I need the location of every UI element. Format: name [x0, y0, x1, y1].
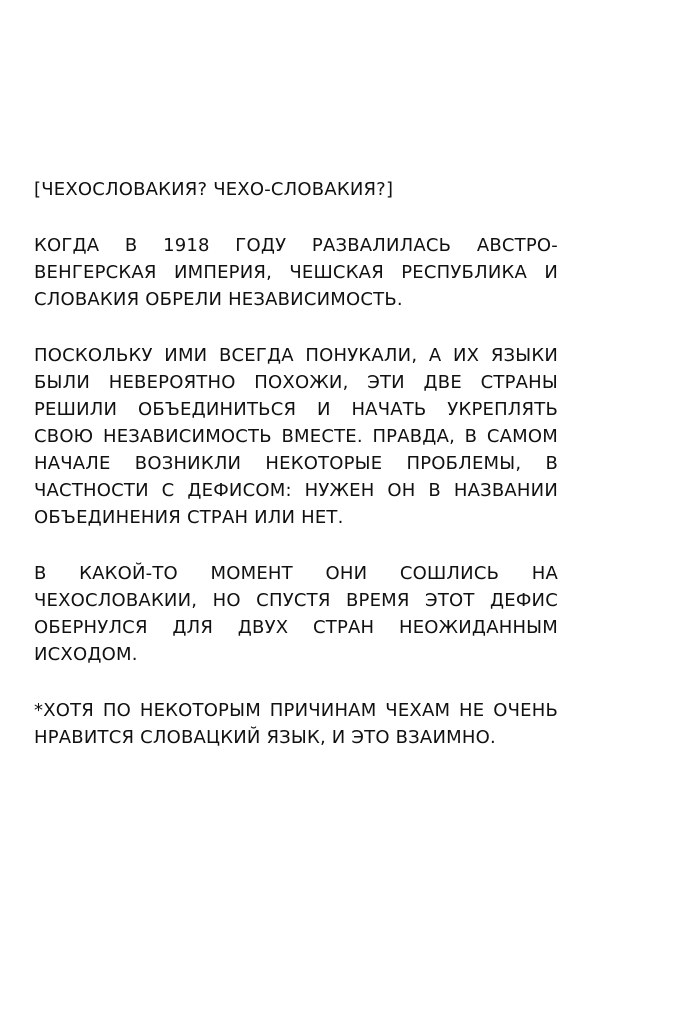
paragraph-footnote: *ХОТЯ ПО НЕКОТОРЫМ ПРИЧИНАМ ЧЕХАМ НЕ ОЧЕНЬ НРАВИТСЯ СЛОВАЦКИЙ ЯЗЫК, И ЭТО ВЗАИМНО. — [34, 700, 558, 748]
paragraph-unification: ПОСКОЛЬКУ ИМИ ВСЕГДА ПОНУКАЛИ, А ИХ ЯЗЫКИ БЫЛИ НЕВЕРОЯТНО ПОХОЖИ, ЭТИ ДВЕ СТРАНЫ РЕШИЛИ ОБЪЕДИНИТЬСЯ И НАЧАТЬ УКРЕПЛЯТЬ СВОЮ НЕЗАВИСИМОСТЬ ВМЕСТЕ. ПРАВДА, В САМОМ НАЧАЛЕ ВОЗНИКЛИ НЕКОТОРЫЕ ПРОБЛЕМЫ, В ЧАСТНОСТИ С ДЕФИСОМ: НУЖЕН ОН В НАЗВАНИИ ОБЪЕДИНЕНИЯ СТРАН ИЛИ НЕТ. — [34, 345, 558, 528]
paragraph-independence: КОГДА В 1918 ГОДУ РАЗВАЛИЛАСЬ АВСТРО-ВЕНГЕРСКАЯ ИМПЕРИЯ, ЧЕШСКАЯ РЕСПУБЛИКА И СЛОВАКИЯ ОБРЕЛИ НЕЗАВИСИМОСТЬ. — [34, 235, 558, 310]
heading: [ЧЕХОСЛОВАКИЯ? ЧЕХО-СЛОВАКИЯ?] — [34, 179, 394, 200]
text-block — [34, 176, 558, 780]
paragraph-hyphen: В КАКОЙ-ТО МОМЕНТ ОНИ СОШЛИСЬ НА ЧЕХОСЛОВАКИИ, НО СПУСТЯ ВРЕМЯ ЭТОТ ДЕФИС ОБЕРНУЛСЯ ДЛЯ ДВУХ СТРАН НЕОЖИДАННЫМ ИСХОДОМ. — [34, 563, 558, 665]
